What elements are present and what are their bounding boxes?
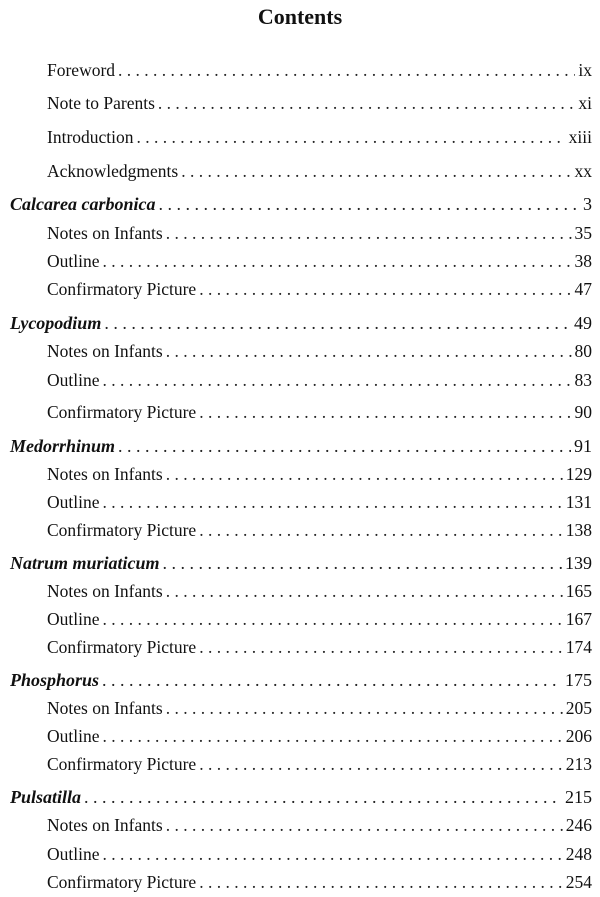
entry-page-number: 138 bbox=[565, 520, 592, 540]
entry-page-number: 90 bbox=[574, 402, 592, 422]
chapter-label: Lycopodium bbox=[10, 313, 102, 333]
dot-leader bbox=[163, 552, 562, 574]
dot-leader bbox=[166, 814, 563, 836]
dot-leader bbox=[199, 278, 571, 300]
entry-page-number: 248 bbox=[565, 844, 592, 864]
dot-leader bbox=[103, 250, 572, 272]
entry-page-number: ix bbox=[578, 60, 592, 80]
toc-entry-outline[interactable] bbox=[47, 250, 592, 272]
toc-entry-confirmatory-picture[interactable] bbox=[47, 871, 592, 893]
entry-label: Notes on Infants bbox=[47, 698, 163, 718]
toc-entry-notes-on-infants[interactable] bbox=[47, 463, 592, 485]
entry-page-number: 47 bbox=[574, 279, 592, 299]
dot-leader bbox=[166, 580, 563, 602]
toc-entry-notes-on-infants[interactable] bbox=[47, 814, 592, 836]
entry-label: Note to Parents bbox=[47, 93, 155, 113]
toc-entry-outline[interactable] bbox=[47, 725, 592, 747]
dot-leader bbox=[118, 435, 571, 457]
toc-entry-confirmatory-picture[interactable] bbox=[47, 753, 592, 775]
dot-leader bbox=[103, 843, 563, 865]
toc-entry-foreword[interactable] bbox=[47, 59, 592, 81]
dot-leader bbox=[137, 126, 566, 148]
entry-label: Outline bbox=[47, 492, 100, 512]
dot-leader bbox=[118, 59, 575, 81]
entry-page-number: 83 bbox=[574, 370, 592, 390]
dot-leader bbox=[166, 463, 563, 485]
chapter-page-number: 3 bbox=[583, 194, 592, 214]
chapter-page-number: 139 bbox=[565, 553, 592, 573]
entry-label: Notes on Infants bbox=[47, 464, 163, 484]
entry-page-number: 165 bbox=[565, 581, 592, 601]
toc-chapter-phosphorus[interactable] bbox=[10, 669, 592, 691]
toc-entry-outline[interactable] bbox=[47, 843, 592, 865]
entry-label: Introduction bbox=[47, 127, 134, 147]
entry-label: Confirmatory Picture bbox=[47, 402, 197, 422]
toc-entry-note-to-parents[interactable] bbox=[47, 92, 592, 114]
toc-entry-outline[interactable] bbox=[47, 608, 592, 630]
chapter-label: Natrum muriaticum bbox=[10, 553, 160, 573]
entry-page-number: 131 bbox=[565, 492, 592, 512]
entry-label: Foreword bbox=[47, 60, 116, 80]
dot-leader bbox=[103, 369, 572, 391]
entry-label: Outline bbox=[47, 844, 100, 864]
entry-page-number: 38 bbox=[574, 251, 592, 271]
toc-chapter-calcarea-carbonica[interactable] bbox=[10, 193, 592, 215]
chapter-label: Medorrhinum bbox=[10, 436, 116, 456]
entry-page-number: 80 bbox=[574, 341, 592, 361]
dot-leader bbox=[181, 160, 571, 182]
chapter-page-number: 49 bbox=[574, 313, 592, 333]
entry-page-number: 254 bbox=[565, 872, 592, 892]
entry-page-number: xiii bbox=[568, 127, 592, 147]
dot-leader bbox=[84, 786, 562, 808]
dot-leader bbox=[103, 725, 563, 747]
entry-page-number: 129 bbox=[565, 464, 592, 484]
toc-entry-notes-on-infants[interactable] bbox=[47, 697, 592, 719]
dot-leader bbox=[166, 340, 572, 362]
dot-leader bbox=[166, 222, 572, 244]
entry-page-number: 35 bbox=[574, 223, 592, 243]
toc-entry-confirmatory-picture[interactable] bbox=[47, 519, 592, 541]
entry-label: Outline bbox=[47, 726, 100, 746]
chapter-label: Phosphorus bbox=[10, 670, 100, 690]
entry-page-number: 213 bbox=[565, 754, 592, 774]
chapter-label: Pulsatilla bbox=[10, 787, 82, 807]
entry-label: Confirmatory Picture bbox=[47, 637, 197, 657]
toc-chapter-natrum-muriaticum[interactable] bbox=[10, 552, 592, 574]
toc-chapter-lycopodium[interactable] bbox=[10, 312, 592, 334]
entry-label: Outline bbox=[47, 370, 100, 390]
toc-entry-confirmatory-picture[interactable] bbox=[47, 278, 592, 300]
dot-leader bbox=[199, 753, 563, 775]
toc-entry-notes-on-infants[interactable] bbox=[47, 580, 592, 602]
entry-label: Acknowledgments bbox=[47, 161, 179, 181]
entry-page-number: xx bbox=[574, 161, 592, 181]
toc-chapter-pulsatilla[interactable] bbox=[10, 786, 592, 808]
entry-label: Confirmatory Picture bbox=[47, 754, 197, 774]
dot-leader bbox=[199, 636, 563, 658]
page-title: Contents bbox=[257, 4, 343, 29]
chapter-label: Calcarea carbonica bbox=[10, 194, 156, 214]
entry-label: Confirmatory Picture bbox=[47, 872, 197, 892]
entry-page-number: 206 bbox=[565, 726, 592, 746]
toc-entry-introduction[interactable] bbox=[47, 126, 592, 148]
entry-label: Outline bbox=[47, 251, 100, 271]
entry-label: Notes on Infants bbox=[47, 581, 163, 601]
toc-entry-outline[interactable] bbox=[47, 369, 592, 391]
toc-entry-confirmatory-picture[interactable] bbox=[47, 401, 592, 423]
entry-page-number: 174 bbox=[565, 637, 592, 657]
dot-leader bbox=[166, 697, 563, 719]
toc-entry-notes-on-infants[interactable] bbox=[47, 222, 592, 244]
dot-leader bbox=[102, 669, 562, 691]
dot-leader bbox=[199, 519, 563, 541]
entry-page-number: 246 bbox=[565, 815, 592, 835]
dot-leader bbox=[158, 92, 575, 114]
entry-label: Confirmatory Picture bbox=[47, 520, 197, 540]
toc-entry-outline[interactable] bbox=[47, 491, 592, 513]
entry-page-number: 167 bbox=[565, 609, 592, 629]
toc-entry-confirmatory-picture[interactable] bbox=[47, 636, 592, 658]
dot-leader bbox=[159, 193, 581, 215]
entry-label: Notes on Infants bbox=[47, 815, 163, 835]
dot-leader bbox=[199, 871, 563, 893]
chapter-page-number: 175 bbox=[565, 670, 592, 690]
entry-page-number: 205 bbox=[565, 698, 592, 718]
dot-leader bbox=[103, 608, 563, 630]
toc-entry-notes-on-infants[interactable] bbox=[47, 340, 592, 362]
chapter-page-number: 91 bbox=[574, 436, 592, 456]
toc-chapter-medorrhinum[interactable] bbox=[10, 435, 592, 457]
chapter-page-number: 215 bbox=[565, 787, 592, 807]
entry-label: Confirmatory Picture bbox=[47, 279, 197, 299]
entry-label: Notes on Infants bbox=[47, 223, 163, 243]
dot-leader bbox=[104, 312, 571, 334]
toc-entry-acknowledgments[interactable] bbox=[47, 160, 592, 182]
dot-leader bbox=[199, 401, 571, 423]
dot-leader bbox=[103, 491, 563, 513]
entry-page-number: xi bbox=[578, 93, 592, 113]
entry-label: Outline bbox=[47, 609, 100, 629]
entry-label: Notes on Infants bbox=[47, 341, 163, 361]
